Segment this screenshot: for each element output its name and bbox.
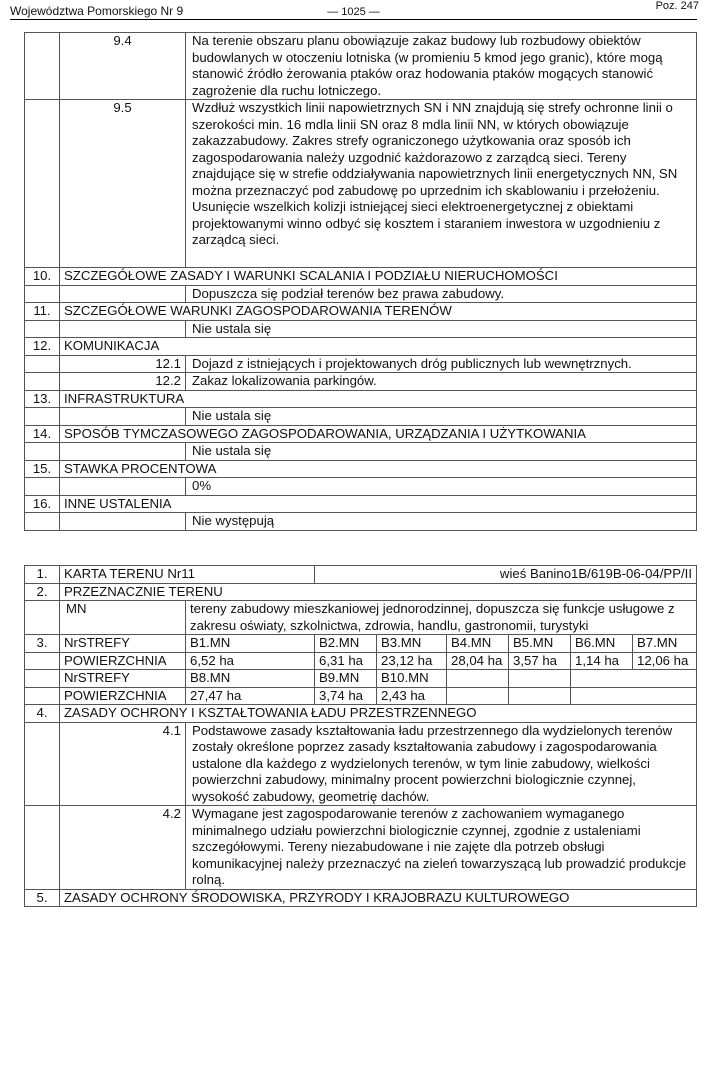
zone-cell: B10.MN xyxy=(377,670,447,688)
section-title: STAWKA PROCENTOWA xyxy=(60,460,697,478)
table-row xyxy=(25,355,697,373)
row-text: Zakaz lokalizowania parkingów. xyxy=(186,373,697,391)
area-cell: 28,04 ha xyxy=(447,652,509,670)
area-cell: 12,06 ha xyxy=(633,652,697,670)
section-row xyxy=(25,460,697,478)
area-cell: 6,31 ha xyxy=(315,652,377,670)
section-number: 3. xyxy=(25,635,60,653)
table-row xyxy=(25,443,697,461)
section-number: 14. xyxy=(25,425,60,443)
journal-title: Województwa Pomorskiego Nr 9 xyxy=(10,4,184,18)
row-text: Dopuszcza się podział terenów bez prawa zabudowy. xyxy=(186,285,697,303)
area-cell: 23,12 ha xyxy=(377,652,447,670)
section-number: 2. xyxy=(25,583,60,601)
area-cell: 3,74 ha xyxy=(315,687,377,705)
card-title: KARTA TERENU Nr11 xyxy=(60,566,315,584)
section-number: 4. xyxy=(25,705,60,723)
zone-cell: B6.MN xyxy=(571,635,633,653)
zones-label: NrSTREFY xyxy=(60,635,186,653)
section-row xyxy=(25,705,697,723)
area-cell: 27,47 ha xyxy=(186,687,315,705)
card-title-row xyxy=(25,566,697,584)
row-text: Wzdłuż wszystkich linii napowietrznych SN i NN znajdują się strefy ochronne linii o szerokości min. 16 mdla linii SN oraz 8 mdla linii NN, w których obowiązuje zakazzabudowy. Zakres strefy ograniczonego użytkowania oraz sposób ich zagospodarowania należy uzgodnić każdorazowo z zarządcą sieci. Tereny znajdujące się w strefie oddziaływania napowietrznych linii energetycznych NN, SN można przeznaczyć pod zabudowę po uprzednim ich skablowaniu i przełożeniu. Usunięcie wszelkich kolizji istniejącej sieci elektroenergetycznej z obiektami projektowanymi winno odbyć się kosztem i staraniem inwestora w uzgodnieniu z zarządcą sieci. xyxy=(186,100,697,268)
zone-cell: B7.MN xyxy=(633,635,697,653)
areas-row xyxy=(25,687,697,705)
table-row xyxy=(25,33,697,100)
section-number: 11. xyxy=(25,303,60,321)
row-number: 4.2 xyxy=(60,806,186,890)
areas-label: POWIERZCHNIA xyxy=(60,687,186,705)
area-cell: 2,43 ha xyxy=(377,687,447,705)
section-title: ZASADY OCHRONY ŚRODOWISKA, PRZYRODY I KRAJOBRAZU KULTUROWEGO xyxy=(60,889,697,907)
row-text: Nie ustala się xyxy=(186,443,697,461)
row-text: Wymagane jest zagospodarowanie terenów z zachowaniem wymaganego minimalnego udziału powierzchni biologicznie czynnej, zgodnie z ustaleniami szczegółowymi. Tereny niezabudowane i nie zajęte dla potrzeb obsługi komunikacyjnej należy przeznaczyć na zieleń towarzyszącą lub prowadzić produkcje rolną. xyxy=(186,806,697,890)
row-text: Nie występują xyxy=(186,513,697,531)
table-row xyxy=(25,100,697,268)
section-title: PRZEZNACZNIE TERENU xyxy=(60,583,697,601)
zone-cell: B4.MN xyxy=(447,635,509,653)
zones-label: NrSTREFY xyxy=(60,670,186,688)
section-number: 12. xyxy=(25,338,60,356)
section-row xyxy=(25,425,697,443)
zone-cell: B9.MN xyxy=(315,670,377,688)
zone-symbol: MN xyxy=(60,601,186,635)
section-number: 1. xyxy=(25,566,60,584)
zone-cell: B2.MN xyxy=(315,635,377,653)
page-number: — 1025 — xyxy=(327,6,380,18)
section-title: KOMUNIKACJA xyxy=(60,338,697,356)
land-card-table xyxy=(24,565,697,907)
section-row xyxy=(25,495,697,513)
row-number: 12.2 xyxy=(60,373,186,391)
section-title: SZCZEGÓŁOWE WARUNKI ZAGOSPODAROWANIA TERENÓW xyxy=(60,303,697,321)
row-number: 4.1 xyxy=(60,722,186,806)
section-number: 16. xyxy=(25,495,60,513)
row-number: 9.5 xyxy=(60,100,186,268)
section-row xyxy=(25,338,697,356)
row-text: Dojazd z istniejących i projektowanych dróg publicznych lub wewnętrznych. xyxy=(186,355,697,373)
table-row xyxy=(25,320,697,338)
table-row xyxy=(25,722,697,806)
row-text: Podstawowe zasady kształtowania ładu przestrzennego dla wydzielonych terenów zostały określone poprzez zasady kształtowania zabudowy i zagospodarowania ustalone dla każdego z wydzielonych terenów, w tym linie zabudowy, wielkości powierzchni zabudowy, minimalny procent powierzchni biologicznie czynnej, wysokość zabudowy, geometrię dachów. xyxy=(186,722,697,806)
section-row xyxy=(25,303,697,321)
header-rule xyxy=(10,19,697,20)
section-title: SPOSÓB TYMCZASOWEGO ZAGOSPODAROWANIA, URZĄDZANIA I UŻYTKOWANIA xyxy=(60,425,697,443)
row-text: Na terenie obszaru planu obowiązuje zakaz budowy lub rozbudowy obiektów budowlanych w otoczeniu lotniska (w promieniu 5 kmod jego granic), które mogą stanowić źródło żerowania ptaków oraz hodowania ptaków mogących stanowić zagrożenie dla ruchu lotniczego. xyxy=(186,33,697,100)
table-row xyxy=(25,806,697,890)
row-number: 12.1 xyxy=(60,355,186,373)
table-row xyxy=(25,478,697,496)
area-cell: 6,52 ha xyxy=(186,652,315,670)
regulations-table-continued xyxy=(24,32,697,531)
table-row xyxy=(25,513,697,531)
position-number: Poz. 247 xyxy=(655,0,699,12)
section-row xyxy=(25,390,697,408)
section-row xyxy=(25,583,697,601)
table-row xyxy=(25,601,697,635)
row-text: tereny zabudowy mieszkaniowej jednorodzinnej, dopuszcza się funkcje usługowe z zakresu oświaty, szkolnictwa, zdrowia, handlu, gastronomii, turystyki xyxy=(186,601,697,635)
table-row xyxy=(25,285,697,303)
table-row xyxy=(25,408,697,426)
zone-cell: B8.MN xyxy=(186,670,315,688)
section-number: 10. xyxy=(25,268,60,286)
row-number: 9.4 xyxy=(60,33,186,100)
section-number: 13. xyxy=(25,390,60,408)
row-text: 0% xyxy=(186,478,697,496)
area-cell: 3,57 ha xyxy=(509,652,571,670)
areas-row xyxy=(25,652,697,670)
zone-cell: B1.MN xyxy=(186,635,315,653)
section-row xyxy=(25,889,697,907)
area-cell: 1,14 ha xyxy=(571,652,633,670)
section-title: INFRASTRUKTURA xyxy=(60,390,697,408)
zones-row xyxy=(25,635,697,653)
row-text: Nie ustala się xyxy=(186,408,697,426)
zones-row xyxy=(25,670,697,688)
section-row xyxy=(25,268,697,286)
section-title: SZCZEGÓŁOWE ZASADY I WARUNKI SCALANIA I PODZIAŁU NIERUCHOMOŚCI xyxy=(60,268,697,286)
zone-cell: B5.MN xyxy=(509,635,571,653)
page-header xyxy=(0,0,707,20)
card-code: wieś Banino1B/619B-06-04/PP/II xyxy=(315,566,697,584)
table-row xyxy=(25,373,697,391)
section-number: 15. xyxy=(25,460,60,478)
row-text: Nie ustala się xyxy=(186,320,697,338)
zone-cell: B3.MN xyxy=(377,635,447,653)
section-title: INNE USTALENIA xyxy=(60,495,697,513)
section-number: 5. xyxy=(25,889,60,907)
areas-label: POWIERZCHNIA xyxy=(60,652,186,670)
section-title: ZASADY OCHRONY I KSZTAŁTOWANIA ŁADU PRZESTRZENNEGO xyxy=(60,705,697,723)
